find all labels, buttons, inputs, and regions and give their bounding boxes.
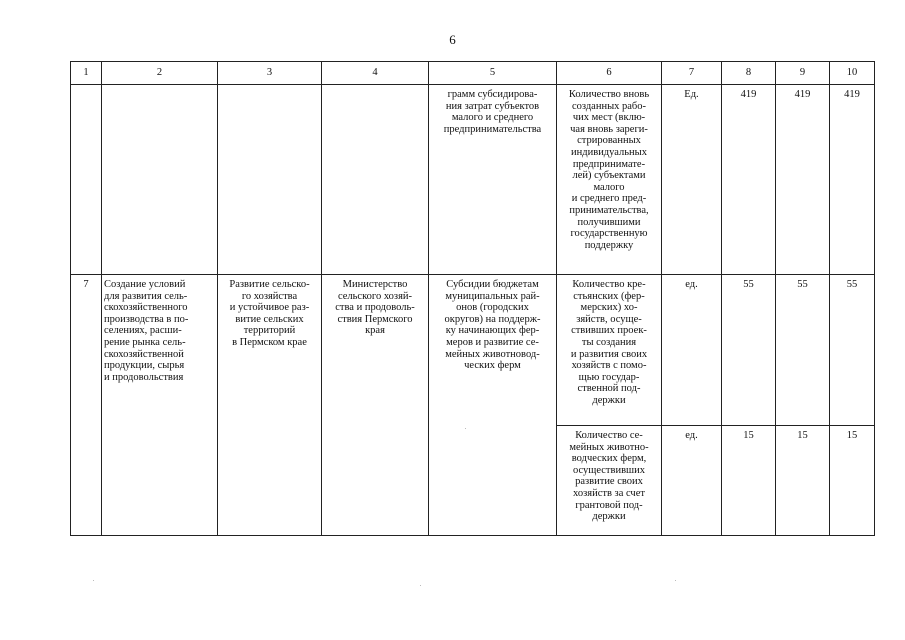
col-header-10: 10 [830, 62, 875, 85]
unit-cell: ед. [662, 275, 722, 426]
scan-speck [465, 428, 466, 429]
value-cell-9: 55 [776, 275, 830, 426]
indicator-cell [557, 85, 662, 275]
indicator-cell [557, 275, 662, 426]
row-number-cell [71, 85, 102, 275]
measure-text: грамм субсидирова- ния затрат субъектов малого и среднего предпринимательства [443, 89, 542, 135]
indicator-text: Количество се- мейных животно- водческих ферм, осуществивших развитие своих хозяйств за счет грантовой под- держки [569, 430, 649, 523]
header-row [71, 62, 875, 85]
value-cell-9: 15 [776, 426, 830, 536]
col-header-4: 4 [322, 62, 429, 85]
table-row [71, 85, 875, 275]
indicator-cell [557, 426, 662, 536]
scan-speck [93, 580, 94, 581]
scan-speck [420, 585, 421, 586]
measure-text: Субсидии бюджетам муниципальных рай- онов (городских округов) на поддерж- ку начинающих фер- меров и развитие се- мейных животновод- ческих ферм [444, 279, 541, 372]
page-number: 6 [449, 32, 456, 47]
program-text: Развитие сельско- го хозяйства и устойчивое раз- витие сельских территорий в Пермском крае [229, 279, 310, 348]
value-cell-9: 419 [776, 85, 830, 275]
col-header-7: 7 [662, 62, 722, 85]
task-text: Создание условий для развития сель- скохозяйственного производства в по- селениях, расши- рение рынка сель- скохозяйственной продукции, сырья и продовольствия [104, 279, 189, 383]
program-cell [218, 85, 322, 275]
table-row [71, 275, 875, 426]
executor-cell [322, 275, 429, 536]
measure-cell [429, 275, 557, 536]
col-header-8: 8 [722, 62, 776, 85]
executor-text: Министерство сельского хозяй- ства и продоволь- ствия Пермского края [335, 279, 415, 337]
col-header-3: 3 [218, 62, 322, 85]
scan-speck [675, 580, 676, 581]
task-cell [102, 85, 218, 275]
measure-cell [429, 85, 557, 275]
col-header-1: 1 [71, 62, 102, 85]
indicator-table [70, 61, 875, 536]
row-number-cell [71, 275, 102, 536]
col-header-9: 9 [776, 62, 830, 85]
row-number: 7 [83, 279, 89, 290]
executor-cell [322, 85, 429, 275]
col-header-6: 6 [557, 62, 662, 85]
value-cell-10: 419 [830, 85, 875, 275]
value-cell-8: 419 [722, 85, 776, 275]
unit-cell: Ед. [662, 85, 722, 275]
indicator-text: Количество кре- стьянских (фер- мерских) хо- зяйств, осуще- ствивших проек- ты создания и развития своих хозяйств с помо- щью государ- ственной под- держки [570, 279, 648, 406]
value-cell-8: 15 [722, 426, 776, 536]
indicator-text: Количество вновь созданных рабо- чих мест (вклю- чая вновь зареги- стрированных индивидуальных предпринимате- лей) субъектами малого и среднего пред- принимательства, получившими государственную поддержку [568, 89, 650, 251]
col-header-5: 5 [429, 62, 557, 85]
col-header-2: 2 [102, 62, 218, 85]
unit-cell: ед. [662, 426, 722, 536]
value-cell-10: 55 [830, 275, 875, 426]
value-cell-10: 15 [830, 426, 875, 536]
program-cell [218, 275, 322, 536]
task-cell [102, 275, 218, 536]
value-cell-8: 55 [722, 275, 776, 426]
